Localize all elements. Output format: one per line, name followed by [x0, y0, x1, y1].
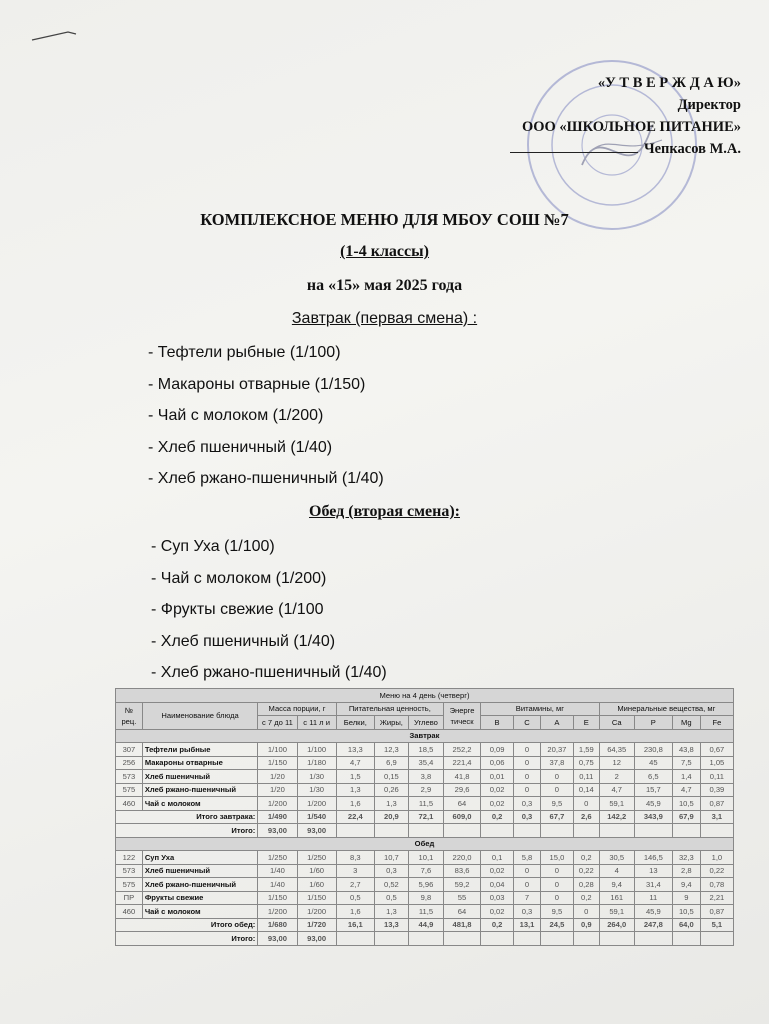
table-cell [573, 824, 599, 838]
table-cell: 6,9 [374, 756, 408, 770]
table-cell: 1,4 [672, 770, 700, 784]
table-cell [634, 932, 672, 946]
table-cell: 5,96 [408, 878, 443, 892]
table-cell: 1,59 [573, 743, 599, 757]
table-cell: 8,3 [336, 851, 374, 865]
table-cell: Тефтели рыбные [142, 743, 258, 757]
table-cell [481, 824, 514, 838]
table-cell: 0,67 [700, 743, 733, 757]
table-cell: 0,2 [573, 891, 599, 905]
total-row [116, 810, 734, 824]
table-cell: 0,2 [573, 851, 599, 865]
table-cell: 10,5 [672, 905, 700, 919]
list-item: - Чай с молоком (1/200) [148, 407, 324, 424]
table-cell: 31,4 [634, 878, 672, 892]
table-cell: 0,9 [573, 918, 599, 932]
col-name: Наименование блюда [142, 702, 258, 729]
table-cell: 0,3 [514, 810, 541, 824]
table-cell: 343,9 [634, 810, 672, 824]
table-cell [443, 824, 480, 838]
table-cell [336, 932, 374, 946]
table-cell: 1/150 [297, 891, 336, 905]
table-cell: 83,6 [443, 864, 480, 878]
table-cell: Хлеб ржано-пшеничный [142, 783, 258, 797]
table-cell: 10,7 [374, 851, 408, 865]
table-cell: 1/200 [258, 905, 297, 919]
col-mg: Mg [672, 716, 700, 730]
table-cell: 0 [540, 891, 573, 905]
table-row [116, 851, 734, 865]
grades-subtitle: (1-4 классы) [340, 243, 429, 260]
table-cell: 0,02 [481, 864, 514, 878]
table-cell: 9,4 [599, 878, 634, 892]
table-cell: 44,9 [408, 918, 443, 932]
table-cell: 4 [599, 864, 634, 878]
col-protein: Белки, [336, 716, 374, 730]
table-cell: 0,14 [573, 783, 599, 797]
table-cell: 0 [540, 864, 573, 878]
col-p: P [634, 716, 672, 730]
list-item: - Хлеб ржано-пшеничный (1/40) [148, 470, 384, 487]
list-item: - Чай с молоком (1/200) [151, 569, 327, 587]
table-cell [700, 932, 733, 946]
table-cell: 575 [116, 783, 143, 797]
table-cell: Завтрак [116, 729, 734, 743]
lunch-list [151, 537, 387, 695]
table-cell: 1/250 [297, 851, 336, 865]
table-cell: 0,5 [374, 891, 408, 905]
table-cell: 93,00 [297, 824, 336, 838]
table-cell: 0,11 [700, 770, 733, 784]
table-cell [374, 932, 408, 946]
table-cell: 18,5 [408, 743, 443, 757]
table-cell: 7,6 [408, 864, 443, 878]
table-cell: 64,0 [672, 918, 700, 932]
table-row [116, 770, 734, 784]
table-cell: 64 [443, 797, 480, 811]
table-cell: 1/40 [258, 878, 297, 892]
table-cell: 220,0 [443, 851, 480, 865]
table-cell: 142,2 [599, 810, 634, 824]
table-cell: 45 [634, 756, 672, 770]
table-cell: 93,00 [258, 932, 297, 946]
table-cell: 1/150 [258, 756, 297, 770]
table-cell: 0 [573, 797, 599, 811]
table-cell: 16,1 [336, 918, 374, 932]
table-cell: 12 [599, 756, 634, 770]
table-cell: 13,3 [336, 743, 374, 757]
approval-organization: ООО «ШКОЛЬНОЕ ПИТАНИЕ» [521, 119, 741, 135]
table-cell: 3,1 [700, 810, 733, 824]
table-cell: 29,6 [443, 783, 480, 797]
col-vit-b: B [481, 716, 514, 730]
table-cell: 221,4 [443, 756, 480, 770]
table-cell: 3 [336, 864, 374, 878]
table-cell: 307 [116, 743, 143, 757]
table-cell [672, 824, 700, 838]
table-cell [408, 932, 443, 946]
table-row [116, 783, 734, 797]
table-cell: 43,8 [672, 743, 700, 757]
col-fat: Жиры, [374, 716, 408, 730]
col-nutrition: Питательная ценность, [336, 702, 443, 716]
table-cell: Хлеб пшеничный [142, 864, 258, 878]
table-cell: 45,9 [634, 905, 672, 919]
table-cell: 41,8 [443, 770, 480, 784]
list-item: - Макароны отварные (1/150) [148, 375, 366, 393]
table-cell: 0 [514, 756, 541, 770]
table-cell: 573 [116, 864, 143, 878]
table-cell [540, 824, 573, 838]
table-cell: 9,5 [540, 797, 573, 811]
price-row [116, 824, 734, 838]
table-cell: 9 [672, 891, 700, 905]
table-cell: 1/60 [297, 878, 336, 892]
table-cell: 11 [634, 891, 672, 905]
table-row [116, 864, 734, 878]
col-ca: Ca [599, 716, 634, 730]
table-cell: 1/200 [258, 797, 297, 811]
table-cell [700, 824, 733, 838]
table-cell: 15,0 [540, 851, 573, 865]
col-vitamins: Витамины, мг [481, 702, 600, 716]
table-cell: Хлеб ржано-пшеничный [142, 878, 258, 892]
table-cell: 13,1 [514, 918, 541, 932]
table-cell: 1/20 [258, 770, 297, 784]
table-cell: 1/100 [258, 743, 297, 757]
table-cell: Фрукты свежие [142, 891, 258, 905]
table-cell: 64,35 [599, 743, 634, 757]
table-cell: 1/200 [297, 797, 336, 811]
table-cell: 1/720 [297, 918, 336, 932]
table-cell: 0,52 [374, 878, 408, 892]
breakfast-list [148, 343, 384, 501]
lunch-heading: Обед (вторая смена): [309, 503, 460, 520]
table-cell: 0,3 [514, 905, 541, 919]
table-cell: 575 [116, 878, 143, 892]
table-cell [599, 824, 634, 838]
table-cell: 7,5 [672, 756, 700, 770]
table-cell: 0 [540, 770, 573, 784]
table-cell: 0,26 [374, 783, 408, 797]
table-cell [408, 824, 443, 838]
table-cell: 2,9 [408, 783, 443, 797]
table-cell: 0,02 [481, 905, 514, 919]
table-cell [573, 932, 599, 946]
table-cell: 15,7 [634, 783, 672, 797]
table-cell: 0,75 [573, 756, 599, 770]
table-cell: 93,00 [258, 824, 297, 838]
table-cell: 161 [599, 891, 634, 905]
table-cell [672, 932, 700, 946]
table-cell: 7 [514, 891, 541, 905]
pen-mark [30, 28, 80, 44]
table-cell: 0,02 [481, 797, 514, 811]
table-cell: 460 [116, 905, 143, 919]
table-cell: 1/490 [258, 810, 297, 824]
table-cell: 93,00 [297, 932, 336, 946]
list-item: - Суп Уха (1/100) [151, 538, 275, 555]
table-cell: 0,2 [481, 810, 514, 824]
col-vit-c: C [514, 716, 541, 730]
table-cell: 1,3 [374, 905, 408, 919]
table-cell: 4,7 [599, 783, 634, 797]
table-cell: 12,3 [374, 743, 408, 757]
table-cell: 1,5 [336, 770, 374, 784]
table-cell: 20,37 [540, 743, 573, 757]
table-cell: 24,5 [540, 918, 573, 932]
table-cell: 59,1 [599, 905, 634, 919]
table-caption: Меню на 4 день (четверг) [116, 689, 734, 703]
table-cell [443, 932, 480, 946]
table-cell: 0 [514, 743, 541, 757]
table-cell: 55 [443, 891, 480, 905]
table-cell: 264,0 [599, 918, 634, 932]
table-cell: 0,04 [481, 878, 514, 892]
table-cell: 1,0 [700, 851, 733, 865]
menu-table [115, 688, 734, 946]
menu-table-wrapper [115, 688, 734, 946]
table-cell [514, 824, 541, 838]
table-cell: 67,7 [540, 810, 573, 824]
col-minerals: Минеральные вещества, мг [599, 702, 733, 716]
table-cell: ПР [116, 891, 143, 905]
table-cell: 0,22 [573, 864, 599, 878]
table-cell: 2,6 [573, 810, 599, 824]
table-cell: 0,3 [374, 864, 408, 878]
table-cell: 5,1 [700, 918, 733, 932]
table-cell: 0,87 [700, 905, 733, 919]
table-cell: 59,2 [443, 878, 480, 892]
table-cell: 67,9 [672, 810, 700, 824]
table-cell [336, 824, 374, 838]
table-cell: 0,2 [481, 918, 514, 932]
table-cell: 0,03 [481, 891, 514, 905]
table-cell: 609,0 [443, 810, 480, 824]
table-cell: 1/30 [297, 783, 336, 797]
table-cell: 0,15 [374, 770, 408, 784]
table-cell: Суп Уха [142, 851, 258, 865]
table-cell: 573 [116, 770, 143, 784]
list-item: - Тефтели рыбные (1/100) [148, 344, 341, 361]
table-row [116, 743, 734, 757]
table-cell: 0 [540, 783, 573, 797]
list-item: - Хлеб ржано-пшеничный (1/40) [151, 664, 387, 681]
table-cell: 460 [116, 797, 143, 811]
table-cell [634, 824, 672, 838]
table-cell: 1,3 [374, 797, 408, 811]
table-cell: 1,6 [336, 797, 374, 811]
table-row [116, 797, 734, 811]
table-cell: 0 [540, 878, 573, 892]
table-cell: 0 [514, 878, 541, 892]
breakfast-heading: Завтрак (первая смена) : [291, 310, 478, 327]
table-row [116, 878, 734, 892]
table-cell: 122 [116, 851, 143, 865]
table-cell: 0,06 [481, 756, 514, 770]
table-cell [540, 932, 573, 946]
table-cell: 1/60 [297, 864, 336, 878]
list-item: - Хлеб пшеничный (1/40) [151, 632, 336, 650]
table-cell: 256 [116, 756, 143, 770]
table-cell: 1,05 [700, 756, 733, 770]
table-cell [599, 932, 634, 946]
table-cell: 1/150 [258, 891, 297, 905]
table-cell: 4,7 [672, 783, 700, 797]
table-cell: 0,87 [700, 797, 733, 811]
table-cell: 22,4 [336, 810, 374, 824]
table-cell: 0,01 [481, 770, 514, 784]
table-cell: 10,1 [408, 851, 443, 865]
approval-block [510, 72, 741, 160]
table-cell: 0,02 [481, 783, 514, 797]
table-cell: 230,8 [634, 743, 672, 757]
table-cell: 146,5 [634, 851, 672, 865]
table-cell: 1/680 [258, 918, 297, 932]
table-cell: 11,5 [408, 905, 443, 919]
table-cell: 1/100 [297, 743, 336, 757]
table-cell: Итого: [116, 824, 258, 838]
table-cell: Итого завтрака: [116, 810, 258, 824]
total-row [116, 918, 734, 932]
table-cell: 0,1 [481, 851, 514, 865]
table-cell: 1/40 [258, 864, 297, 878]
approval-signer-line [510, 138, 741, 160]
approval-heading: «У Т В Е Р Ж Д А Ю» [597, 75, 741, 91]
table-cell: 0,78 [700, 878, 733, 892]
col-portion: Масса порции, г [258, 702, 336, 716]
table-cell: 0 [573, 905, 599, 919]
table-cell: 252,2 [443, 743, 480, 757]
table-cell: 59,1 [599, 797, 634, 811]
table-row [116, 891, 734, 905]
table-cell: 0,22 [700, 864, 733, 878]
table-cell: 0,11 [573, 770, 599, 784]
table-cell: 32,3 [672, 851, 700, 865]
table-cell: 0,39 [700, 783, 733, 797]
table-cell: 72,1 [408, 810, 443, 824]
table-cell: 6,5 [634, 770, 672, 784]
table-cell: 1/180 [297, 756, 336, 770]
table-cell: Итого: [116, 932, 258, 946]
table-cell: 13 [634, 864, 672, 878]
table-cell: 2,21 [700, 891, 733, 905]
table-cell: 0,28 [573, 878, 599, 892]
table-cell: 37,8 [540, 756, 573, 770]
table-cell: 35,4 [408, 756, 443, 770]
table-cell: 1,3 [336, 783, 374, 797]
table-cell: 481,8 [443, 918, 480, 932]
table-cell: Чай с молоком [142, 797, 258, 811]
table-cell: 0,09 [481, 743, 514, 757]
list-item: - Фрукты свежие (1/100 [151, 601, 324, 618]
table-cell: 1/20 [258, 783, 297, 797]
section-row [116, 729, 734, 743]
col-recipe: № рец. [116, 702, 143, 729]
table-cell [481, 932, 514, 946]
menu-date: на «15» мая 2025 года [306, 277, 463, 294]
col-vit-a: A [540, 716, 573, 730]
table-cell: 9,8 [408, 891, 443, 905]
table-cell: 1/540 [297, 810, 336, 824]
table-cell: Итого обед: [116, 918, 258, 932]
col-age1: с 7 до 11 [258, 716, 297, 730]
table-row [116, 756, 734, 770]
col-energy: Энерге тическ [443, 702, 480, 729]
table-cell: 4,7 [336, 756, 374, 770]
table-cell: 9,5 [540, 905, 573, 919]
list-item: - Хлеб пшеничный (1/40) [148, 438, 333, 456]
table-cell: 30,5 [599, 851, 634, 865]
table-cell: Обед [116, 837, 734, 851]
col-carbs: Углево [408, 716, 443, 730]
table-cell: Макароны отварные [142, 756, 258, 770]
table-cell [374, 824, 408, 838]
table-cell: 45,9 [634, 797, 672, 811]
table-cell: 2,7 [336, 878, 374, 892]
table-cell: 247,8 [634, 918, 672, 932]
section-row [116, 837, 734, 851]
signature-line [510, 152, 638, 153]
table-cell: 1/250 [258, 851, 297, 865]
table-cell: Чай с молоком [142, 905, 258, 919]
table-row [116, 905, 734, 919]
table-cell: 0 [514, 770, 541, 784]
table-cell: 11,5 [408, 797, 443, 811]
price-row [116, 932, 734, 946]
table-cell: 1,6 [336, 905, 374, 919]
table-cell: 1/200 [297, 905, 336, 919]
table-cell: 13,3 [374, 918, 408, 932]
col-fe: Fe [700, 716, 733, 730]
table-cell: 20,9 [374, 810, 408, 824]
table-cell: 2 [599, 770, 634, 784]
table-cell: 2,8 [672, 864, 700, 878]
table-cell: 0,5 [336, 891, 374, 905]
table-cell: Хлеб пшеничный [142, 770, 258, 784]
table-cell: 0 [514, 783, 541, 797]
approval-signer: Чепкасов М.А. [643, 141, 741, 157]
table-cell: 10,5 [672, 797, 700, 811]
table-cell [514, 932, 541, 946]
table-cell: 64 [443, 905, 480, 919]
table-cell: 5,8 [514, 851, 541, 865]
table-cell: 9,4 [672, 878, 700, 892]
table-cell: 0,3 [514, 797, 541, 811]
table-cell: 0 [514, 864, 541, 878]
col-vit-e: E [573, 716, 599, 730]
col-age2: с 11 л и [297, 716, 336, 730]
approval-position: Директор [677, 97, 741, 113]
table-cell: 3,8 [408, 770, 443, 784]
table-cell: 1/30 [297, 770, 336, 784]
document-title: КОМПЛЕКСНОЕ МЕНЮ ДЛЯ МБОУ СОШ №7 [200, 210, 569, 229]
